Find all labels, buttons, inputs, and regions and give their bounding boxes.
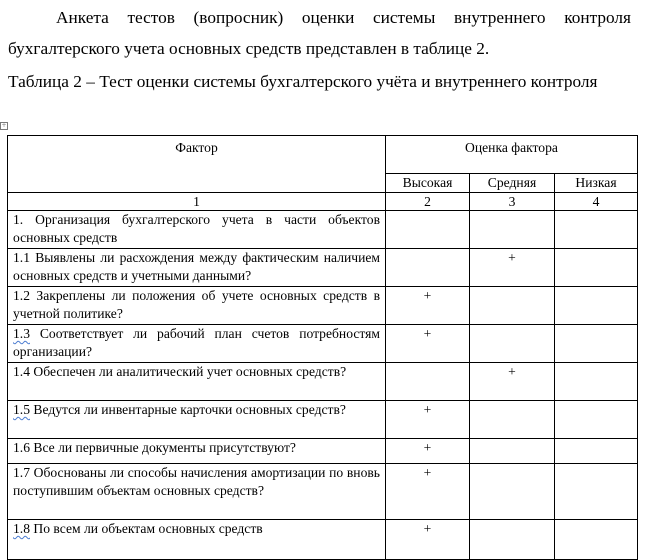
spellcheck-number: 1.8 [13,521,30,536]
low-mark [555,464,638,520]
factor-text [8,325,386,363]
low-mark [555,439,638,464]
high-mark [386,363,470,401]
high-mark: + [386,325,470,363]
low-mark [555,325,638,363]
medium-mark: + [470,249,555,287]
medium-mark [470,401,555,439]
table-row [8,464,638,520]
factor-text: 1.2 Закреплены ли положения об учете основных средств в учетной политике? [8,287,386,325]
high-mark: + [386,464,470,520]
low-mark [555,520,638,560]
spellcheck-number: 1.5 [13,402,30,417]
low-mark [555,287,638,325]
column-number: 3 [470,192,555,211]
factor-text-rest: Соответствует ли рабочий план счетов потребностям организации? [13,326,380,359]
factor-text: 1.4 Обеспечен ли аналитический учет основных средств? [8,363,386,401]
low-mark [555,211,638,249]
header-row-top [8,136,638,174]
factor-text-rest: По всем ли объектам основных средств [30,521,263,536]
column-number: 1 [8,192,386,211]
high-mark: + [386,520,470,560]
high-mark: + [386,439,470,464]
intro-paragraph: Анкета тестов (вопросник) оценки системы внутреннего контроля бухгалтерского учета основных средств представлен в таблице 2. [8,8,631,58]
table-move-handle-icon[interactable]: + [1,122,7,129]
medium-mark [470,211,555,249]
table-caption: Таблица 2 – Тест оценки системы бухгалтерского учёта и внутреннего контроля [8,72,598,91]
table-row [8,401,638,439]
factor-text: 1.7 Обоснованы ли способы начисления амортизации по вновь поступившим объектам основных средств? [8,464,386,520]
low-mark [555,401,638,439]
table-row [8,287,638,325]
factor-text [8,520,386,560]
spellcheck-number: 1.3 [13,326,30,341]
column-number-row [8,192,638,211]
low-header: Низкая [555,174,638,193]
column-number: 2 [386,192,470,211]
high-mark: + [386,287,470,325]
medium-mark [470,287,555,325]
factor-text: 1.1 Выявлены ли расхождения между фактическим наличием основных средств и учетными данными? [8,249,386,287]
table-row [8,211,638,249]
factor-text: 1.6 Все ли первичные документы присутствуют? [8,439,386,464]
assessment-table [7,135,638,560]
high-mark [386,211,470,249]
high-mark: + [386,401,470,439]
factor-text-rest: Ведутся ли инвентарные карточки основных средств? [30,402,346,417]
high-mark [386,249,470,287]
factor-text: 1. Организация бухгалтерского учета в части объектов основных средств [8,211,386,249]
medium-mark [470,520,555,560]
table-row [8,249,638,287]
factor-header: Фактор [8,136,386,193]
medium-mark [470,439,555,464]
rating-header: Оценка фактора [386,136,638,174]
low-mark [555,249,638,287]
medium-header: Средняя [470,174,555,193]
table-row [8,439,638,464]
medium-mark [470,464,555,520]
high-header: Высокая [386,174,470,193]
low-mark [555,363,638,401]
table-row [8,520,638,560]
table-row [8,325,638,363]
factor-text [8,401,386,439]
medium-mark [470,325,555,363]
table-row [8,363,638,401]
medium-mark: + [470,363,555,401]
column-number: 4 [555,192,638,211]
